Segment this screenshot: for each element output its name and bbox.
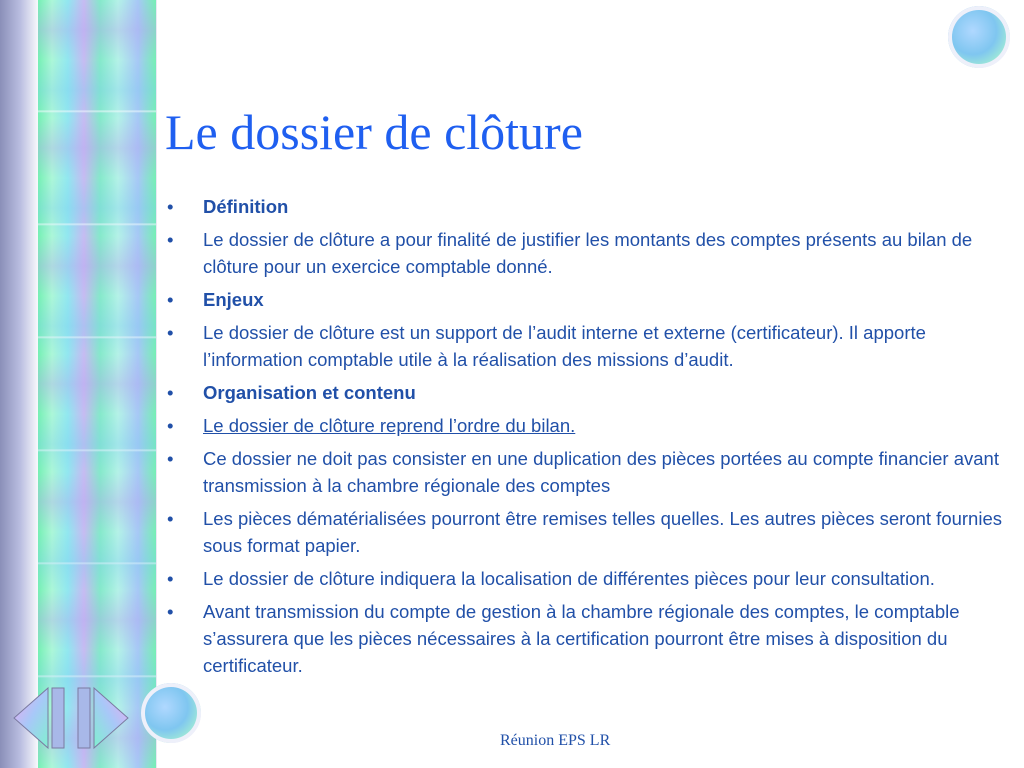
slide-title: Le dossier de clôture (165, 104, 583, 160)
arrow-left-icon (10, 686, 68, 750)
decorative-circle-icon (141, 683, 201, 743)
list-item-text: Les pièces dématérialisées pourront être remises telles quelles. Les autres pièces seront fournies sous format papier. (203, 508, 1002, 556)
list-item-text: Enjeux (203, 289, 264, 310)
bullet-icon: • (167, 568, 174, 589)
list-item-text: Définition (203, 196, 289, 217)
bullet-icon: • (167, 508, 174, 529)
bullet-icon: • (167, 196, 174, 217)
list-item (163, 319, 1015, 373)
divider-line (156, 0, 157, 768)
list-item-text: Organisation et contenu (203, 382, 416, 403)
bullet-list (163, 193, 1015, 685)
list-item (163, 226, 1015, 280)
list-item-text: Avant transmission du compte de gestion à la chambre régionale des comptes, le comptable s’assurera que les pièces nécessaires à la certification pourront être mises à disposition du certificateur. (203, 601, 960, 676)
list-item-text[interactable]: Le dossier de clôture reprend l’ordre du bilan. (203, 415, 576, 436)
bullet-icon: • (167, 382, 174, 403)
bullet-icon: • (167, 289, 174, 310)
list-item-text: Ce dossier ne doit pas consister en une duplication des pièces portées au compte financier avant transmission à la chambre régionale des comptes (203, 448, 999, 496)
list-item (163, 445, 1015, 499)
bullet-icon: • (167, 229, 174, 250)
previous-slide-button[interactable] (10, 686, 68, 750)
decorative-tile-overlay (38, 0, 156, 768)
section-heading-item (163, 286, 1015, 313)
arrow-right-icon (74, 686, 132, 750)
bullet-icon: • (167, 415, 174, 436)
decorative-circle-icon (948, 6, 1010, 68)
list-item-text: Le dossier de clôture est un support de l’audit interne et externe (certificateur). Il apporte l’information comptable utile à la réalisation des missions d’audit. (203, 322, 926, 370)
link-item[interactable] (163, 412, 1015, 439)
slide-footer: Réunion EPS LR (500, 732, 611, 749)
list-item (163, 505, 1015, 559)
list-item-text: Le dossier de clôture indiquera la localisation de différentes pièces pour leur consultation. (203, 568, 935, 589)
bullet-icon: • (167, 448, 174, 469)
list-item (163, 598, 1015, 679)
bullet-icon: • (167, 601, 174, 622)
section-heading-item (163, 379, 1015, 406)
list-item (163, 565, 1015, 592)
section-heading-item (163, 193, 1015, 220)
next-slide-button[interactable] (74, 686, 132, 750)
list-item-text: Le dossier de clôture a pour finalité de justifier les montants des comptes présents au bilan de clôture pour un exercice comptable donné. (203, 229, 973, 277)
bullet-icon: • (167, 322, 174, 343)
